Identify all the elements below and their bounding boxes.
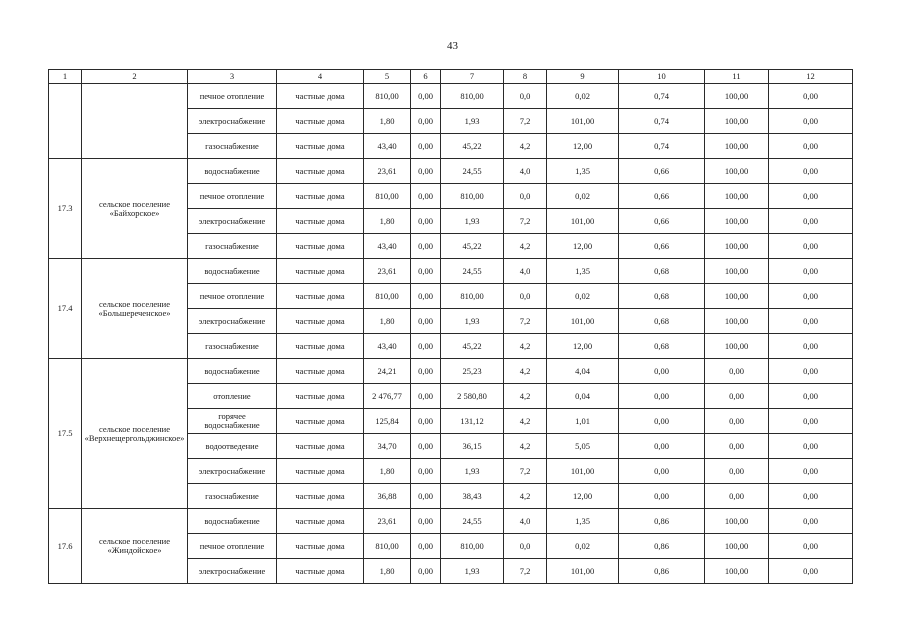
value-10-cell: 0,68 bbox=[619, 334, 705, 359]
value-11-cell: 100,00 bbox=[705, 209, 769, 234]
housing-type-cell: частные дома bbox=[277, 184, 364, 209]
value-5-cell: 23,61 bbox=[364, 159, 411, 184]
value-8-cell: 7,2 bbox=[504, 309, 547, 334]
value-6-cell: 0,00 bbox=[411, 484, 441, 509]
service-cell: печное отопление bbox=[188, 534, 277, 559]
housing-type-cell: частные дома bbox=[277, 109, 364, 134]
value-10-cell: 0,00 bbox=[619, 384, 705, 409]
settlement-name-cell: сельское поселение «Большереченское» bbox=[82, 259, 188, 359]
housing-type-cell: частные дома bbox=[277, 134, 364, 159]
value-6-cell: 0,00 bbox=[411, 384, 441, 409]
value-7-cell: 38,43 bbox=[441, 484, 504, 509]
housing-type-cell: частные дома bbox=[277, 484, 364, 509]
value-11-cell: 100,00 bbox=[705, 109, 769, 134]
value-12-cell: 0,00 bbox=[769, 384, 853, 409]
group-number-cell: 17.3 bbox=[49, 159, 82, 259]
value-6-cell: 0,00 bbox=[411, 359, 441, 384]
value-6-cell: 0,00 bbox=[411, 309, 441, 334]
value-5-cell: 43,40 bbox=[364, 134, 411, 159]
column-header-12: 12 bbox=[769, 70, 853, 84]
value-11-cell: 0,00 bbox=[705, 384, 769, 409]
service-cell: водоотведение bbox=[188, 434, 277, 459]
value-8-cell: 4,0 bbox=[504, 159, 547, 184]
column-header-3: 3 bbox=[188, 70, 277, 84]
housing-type-cell: частные дома bbox=[277, 534, 364, 559]
value-12-cell: 0,00 bbox=[769, 459, 853, 484]
value-12-cell: 0,00 bbox=[769, 259, 853, 284]
housing-type-cell: частные дома bbox=[277, 234, 364, 259]
value-9-cell: 1,35 bbox=[547, 509, 619, 534]
value-6-cell: 0,00 bbox=[411, 259, 441, 284]
value-8-cell: 4,0 bbox=[504, 259, 547, 284]
table-row bbox=[49, 259, 853, 284]
table-body bbox=[49, 84, 853, 584]
page-number: 43 bbox=[447, 40, 458, 52]
housing-type-cell: частные дома bbox=[277, 209, 364, 234]
value-7-cell: 24,55 bbox=[441, 509, 504, 534]
value-9-cell: 12,00 bbox=[547, 234, 619, 259]
value-8-cell: 4,2 bbox=[504, 409, 547, 434]
value-7-cell: 45,22 bbox=[441, 134, 504, 159]
value-9-cell: 0,02 bbox=[547, 184, 619, 209]
settlement-name-cell: сельское поселение «Байхорское» bbox=[82, 159, 188, 259]
value-5-cell: 810,00 bbox=[364, 184, 411, 209]
value-8-cell: 4,2 bbox=[504, 359, 547, 384]
value-10-cell: 0,66 bbox=[619, 234, 705, 259]
table-row bbox=[49, 84, 853, 109]
value-10-cell: 0,00 bbox=[619, 409, 705, 434]
value-6-cell: 0,00 bbox=[411, 409, 441, 434]
value-10-cell: 0,74 bbox=[619, 109, 705, 134]
value-7-cell: 1,93 bbox=[441, 309, 504, 334]
value-10-cell: 0,00 bbox=[619, 359, 705, 384]
value-9-cell: 101,00 bbox=[547, 459, 619, 484]
housing-type-cell: частные дома bbox=[277, 434, 364, 459]
value-7-cell: 2 580,80 bbox=[441, 384, 504, 409]
value-6-cell: 0,00 bbox=[411, 534, 441, 559]
group-number-cell bbox=[49, 84, 82, 159]
service-cell: электроснабжение bbox=[188, 209, 277, 234]
value-6-cell: 0,00 bbox=[411, 559, 441, 584]
service-cell: газоснабжение bbox=[188, 334, 277, 359]
value-8-cell: 4,0 bbox=[504, 509, 547, 534]
value-10-cell: 0,00 bbox=[619, 459, 705, 484]
service-cell: водоснабжение bbox=[188, 359, 277, 384]
value-5-cell: 1,80 bbox=[364, 309, 411, 334]
value-7-cell: 45,22 bbox=[441, 234, 504, 259]
value-5-cell: 1,80 bbox=[364, 209, 411, 234]
housing-type-cell: частные дома bbox=[277, 459, 364, 484]
value-8-cell: 0,0 bbox=[504, 284, 547, 309]
value-8-cell: 7,2 bbox=[504, 459, 547, 484]
value-6-cell: 0,00 bbox=[411, 459, 441, 484]
value-11-cell: 0,00 bbox=[705, 434, 769, 459]
value-5-cell: 1,80 bbox=[364, 109, 411, 134]
value-9-cell: 1,35 bbox=[547, 259, 619, 284]
value-6-cell: 0,00 bbox=[411, 84, 441, 109]
value-5-cell: 1,80 bbox=[364, 459, 411, 484]
value-10-cell: 0,68 bbox=[619, 309, 705, 334]
service-cell: водоснабжение bbox=[188, 509, 277, 534]
value-12-cell: 0,00 bbox=[769, 409, 853, 434]
settlement-name-cell bbox=[82, 84, 188, 159]
value-5-cell: 23,61 bbox=[364, 509, 411, 534]
value-10-cell: 0,74 bbox=[619, 134, 705, 159]
value-12-cell: 0,00 bbox=[769, 309, 853, 334]
value-10-cell: 0,66 bbox=[619, 184, 705, 209]
value-7-cell: 810,00 bbox=[441, 284, 504, 309]
value-6-cell: 0,00 bbox=[411, 134, 441, 159]
value-10-cell: 0,74 bbox=[619, 84, 705, 109]
group-number-cell: 17.4 bbox=[49, 259, 82, 359]
value-11-cell: 100,00 bbox=[705, 134, 769, 159]
value-11-cell: 100,00 bbox=[705, 309, 769, 334]
column-header-9: 9 bbox=[547, 70, 619, 84]
column-header-2: 2 bbox=[82, 70, 188, 84]
service-cell: газоснабжение bbox=[188, 234, 277, 259]
group-number-cell: 17.6 bbox=[49, 509, 82, 584]
value-8-cell: 0,0 bbox=[504, 184, 547, 209]
housing-type-cell: частные дома bbox=[277, 259, 364, 284]
value-11-cell: 100,00 bbox=[705, 259, 769, 284]
column-header-1: 1 bbox=[49, 70, 82, 84]
group-number-cell: 17.5 bbox=[49, 359, 82, 509]
housing-type-cell: частные дома bbox=[277, 409, 364, 434]
value-8-cell: 4,2 bbox=[504, 234, 547, 259]
housing-type-cell: частные дома bbox=[277, 359, 364, 384]
header-row bbox=[49, 70, 853, 84]
service-cell: отопление bbox=[188, 384, 277, 409]
value-11-cell: 0,00 bbox=[705, 359, 769, 384]
value-9-cell: 101,00 bbox=[547, 109, 619, 134]
value-8-cell: 7,2 bbox=[504, 109, 547, 134]
column-header-6: 6 bbox=[411, 70, 441, 84]
value-8-cell: 0,0 bbox=[504, 84, 547, 109]
value-9-cell: 101,00 bbox=[547, 209, 619, 234]
value-12-cell: 0,00 bbox=[769, 134, 853, 159]
value-11-cell: 100,00 bbox=[705, 284, 769, 309]
value-11-cell: 100,00 bbox=[705, 534, 769, 559]
value-6-cell: 0,00 bbox=[411, 334, 441, 359]
value-9-cell: 5,05 bbox=[547, 434, 619, 459]
service-cell: электроснабжение bbox=[188, 559, 277, 584]
value-6-cell: 0,00 bbox=[411, 434, 441, 459]
service-cell: печное отопление bbox=[188, 84, 277, 109]
service-cell: электроснабжение bbox=[188, 309, 277, 334]
column-header-5: 5 bbox=[364, 70, 411, 84]
value-10-cell: 0,66 bbox=[619, 209, 705, 234]
value-12-cell: 0,00 bbox=[769, 559, 853, 584]
value-11-cell: 100,00 bbox=[705, 84, 769, 109]
value-9-cell: 0,02 bbox=[547, 84, 619, 109]
value-8-cell: 7,2 bbox=[504, 209, 547, 234]
value-5-cell: 43,40 bbox=[364, 334, 411, 359]
value-10-cell: 0,00 bbox=[619, 434, 705, 459]
column-header-4: 4 bbox=[277, 70, 364, 84]
value-9-cell: 0,02 bbox=[547, 284, 619, 309]
value-7-cell: 1,93 bbox=[441, 559, 504, 584]
service-cell: водоснабжение bbox=[188, 259, 277, 284]
value-9-cell: 1,35 bbox=[547, 159, 619, 184]
tariff-table bbox=[48, 69, 853, 584]
value-12-cell: 0,00 bbox=[769, 84, 853, 109]
value-8-cell: 4,2 bbox=[504, 484, 547, 509]
value-10-cell: 0,00 bbox=[619, 484, 705, 509]
value-11-cell: 100,00 bbox=[705, 234, 769, 259]
column-header-11: 11 bbox=[705, 70, 769, 84]
value-8-cell: 4,2 bbox=[504, 334, 547, 359]
value-5-cell: 125,84 bbox=[364, 409, 411, 434]
value-12-cell: 0,00 bbox=[769, 359, 853, 384]
service-cell: газоснабжение bbox=[188, 134, 277, 159]
value-12-cell: 0,00 bbox=[769, 209, 853, 234]
value-11-cell: 0,00 bbox=[705, 459, 769, 484]
value-7-cell: 24,55 bbox=[441, 159, 504, 184]
value-9-cell: 12,00 bbox=[547, 484, 619, 509]
value-8-cell: 4,2 bbox=[504, 134, 547, 159]
value-12-cell: 0,00 bbox=[769, 284, 853, 309]
settlement-name-cell: сельское поселение «Жиндойское» bbox=[82, 509, 188, 584]
service-cell: водоснабжение bbox=[188, 159, 277, 184]
value-9-cell: 1,01 bbox=[547, 409, 619, 434]
value-6-cell: 0,00 bbox=[411, 209, 441, 234]
table-row bbox=[49, 159, 853, 184]
value-10-cell: 0,68 bbox=[619, 284, 705, 309]
value-8-cell: 7,2 bbox=[504, 559, 547, 584]
value-7-cell: 36,15 bbox=[441, 434, 504, 459]
value-11-cell: 100,00 bbox=[705, 334, 769, 359]
value-6-cell: 0,00 bbox=[411, 234, 441, 259]
housing-type-cell: частные дома bbox=[277, 159, 364, 184]
value-7-cell: 24,55 bbox=[441, 259, 504, 284]
housing-type-cell: частные дома bbox=[277, 284, 364, 309]
housing-type-cell: частные дома bbox=[277, 559, 364, 584]
housing-type-cell: частные дома bbox=[277, 84, 364, 109]
value-5-cell: 810,00 bbox=[364, 284, 411, 309]
value-9-cell: 0,04 bbox=[547, 384, 619, 409]
value-5-cell: 34,70 bbox=[364, 434, 411, 459]
value-6-cell: 0,00 bbox=[411, 284, 441, 309]
value-10-cell: 0,86 bbox=[619, 559, 705, 584]
value-12-cell: 0,00 bbox=[769, 234, 853, 259]
column-header-10: 10 bbox=[619, 70, 705, 84]
housing-type-cell: частные дома bbox=[277, 509, 364, 534]
value-7-cell: 45,22 bbox=[441, 334, 504, 359]
service-cell: газоснабжение bbox=[188, 484, 277, 509]
value-10-cell: 0,86 bbox=[619, 534, 705, 559]
value-6-cell: 0,00 bbox=[411, 509, 441, 534]
value-9-cell: 101,00 bbox=[547, 559, 619, 584]
value-5-cell: 23,61 bbox=[364, 259, 411, 284]
column-header-8: 8 bbox=[504, 70, 547, 84]
value-8-cell: 0,0 bbox=[504, 534, 547, 559]
value-5-cell: 36,88 bbox=[364, 484, 411, 509]
value-9-cell: 0,02 bbox=[547, 534, 619, 559]
value-6-cell: 0,00 bbox=[411, 184, 441, 209]
service-cell: электроснабжение bbox=[188, 109, 277, 134]
value-6-cell: 0,00 bbox=[411, 159, 441, 184]
value-7-cell: 1,93 bbox=[441, 109, 504, 134]
value-5-cell: 810,00 bbox=[364, 84, 411, 109]
value-12-cell: 0,00 bbox=[769, 484, 853, 509]
value-8-cell: 4,2 bbox=[504, 384, 547, 409]
value-7-cell: 810,00 bbox=[441, 534, 504, 559]
value-6-cell: 0,00 bbox=[411, 109, 441, 134]
value-9-cell: 12,00 bbox=[547, 134, 619, 159]
value-12-cell: 0,00 bbox=[769, 534, 853, 559]
value-7-cell: 131,12 bbox=[441, 409, 504, 434]
service-cell: электроснабжение bbox=[188, 459, 277, 484]
housing-type-cell: частные дома bbox=[277, 384, 364, 409]
value-9-cell: 4,04 bbox=[547, 359, 619, 384]
table-row bbox=[49, 509, 853, 534]
value-7-cell: 25,23 bbox=[441, 359, 504, 384]
value-12-cell: 0,00 bbox=[769, 184, 853, 209]
housing-type-cell: частные дома bbox=[277, 334, 364, 359]
column-header-7: 7 bbox=[441, 70, 504, 84]
value-5-cell: 24,21 bbox=[364, 359, 411, 384]
value-9-cell: 101,00 bbox=[547, 309, 619, 334]
value-12-cell: 0,00 bbox=[769, 109, 853, 134]
value-7-cell: 810,00 bbox=[441, 184, 504, 209]
value-9-cell: 12,00 bbox=[547, 334, 619, 359]
settlement-name-cell: сельское поселение «Верхнещергольджинское» bbox=[82, 359, 188, 509]
table-row bbox=[49, 359, 853, 384]
value-7-cell: 1,93 bbox=[441, 209, 504, 234]
value-10-cell: 0,68 bbox=[619, 259, 705, 284]
value-7-cell: 1,93 bbox=[441, 459, 504, 484]
value-10-cell: 0,66 bbox=[619, 159, 705, 184]
value-11-cell: 100,00 bbox=[705, 509, 769, 534]
value-10-cell: 0,86 bbox=[619, 509, 705, 534]
value-11-cell: 100,00 bbox=[705, 559, 769, 584]
value-5-cell: 2 476,77 bbox=[364, 384, 411, 409]
service-cell: печное отопление bbox=[188, 184, 277, 209]
value-11-cell: 0,00 bbox=[705, 484, 769, 509]
value-5-cell: 43,40 bbox=[364, 234, 411, 259]
value-5-cell: 810,00 bbox=[364, 534, 411, 559]
value-11-cell: 0,00 bbox=[705, 409, 769, 434]
value-11-cell: 100,00 bbox=[705, 159, 769, 184]
service-cell: горячее водоснабжение bbox=[188, 409, 277, 434]
value-8-cell: 4,2 bbox=[504, 434, 547, 459]
value-11-cell: 100,00 bbox=[705, 184, 769, 209]
value-7-cell: 810,00 bbox=[441, 84, 504, 109]
value-12-cell: 0,00 bbox=[769, 334, 853, 359]
housing-type-cell: частные дома bbox=[277, 309, 364, 334]
value-12-cell: 0,00 bbox=[769, 159, 853, 184]
value-12-cell: 0,00 bbox=[769, 509, 853, 534]
value-12-cell: 0,00 bbox=[769, 434, 853, 459]
value-5-cell: 1,80 bbox=[364, 559, 411, 584]
service-cell: печное отопление bbox=[188, 284, 277, 309]
